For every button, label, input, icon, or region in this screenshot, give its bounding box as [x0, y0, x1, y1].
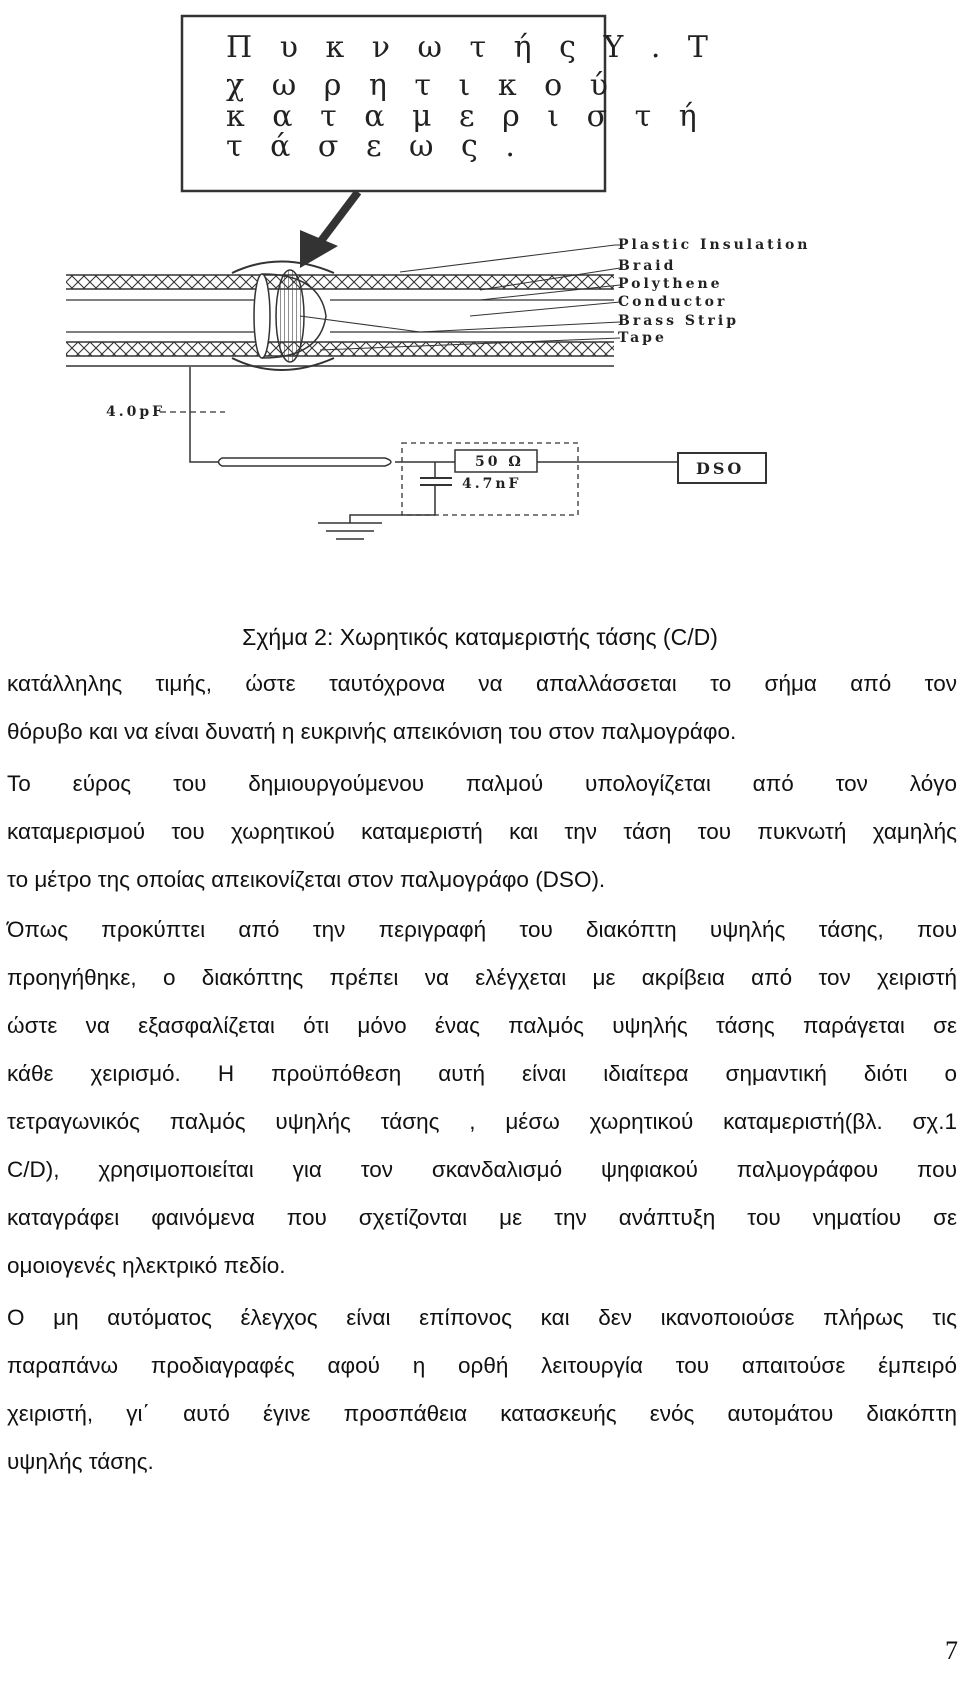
- p3-line-3: ώστε να εξασφαλίζεται ότι μόνο ένας παλμός υψηλής τάσης παράγεται σε: [7, 1013, 957, 1038]
- paragraph-2: [7, 760, 957, 904]
- label-polythene: Polythene: [618, 276, 723, 292]
- capacitor: [420, 478, 452, 485]
- paragraph-3: [7, 906, 957, 1290]
- capacitor-label: 4.7nF: [462, 476, 522, 492]
- title-line-2: χ ω ρ η τ ι κ ο ύ: [226, 68, 617, 103]
- brass-strip: [276, 270, 304, 362]
- label-leaders: [300, 245, 622, 350]
- probe: [219, 458, 392, 466]
- paragraph-4: [7, 1294, 957, 1486]
- title-line-4: τ ά σ ε ω ς .: [226, 129, 524, 164]
- resistor-label: 50 Ω: [475, 454, 524, 470]
- p2-line-1: Το εύρος του δημιουργούμενου παλμού υπολογίζεται από τον λόγο: [7, 771, 957, 796]
- dso-label: DSO: [696, 459, 745, 478]
- p4-line-1: Ο μη αυτόματος έλεγχος είναι επίπονος και δεν ικανοποιούσε πλήρως τις: [7, 1305, 957, 1330]
- p3-line-7: καταγράφει φαινόμενα που σχετίζονται με την ανάπτυξη του νηματίου σε: [7, 1205, 957, 1230]
- p3-line-1: Όπως προκύπτει από την περιγραφή του διακόπτη υψηλής τάσης, που: [7, 917, 957, 942]
- p3-line-8: ομοιογενές ηλεκτρικό πεδίο.: [7, 1253, 286, 1278]
- title-line-3: κ α τ α μ ε ρ ι σ τ ή: [226, 99, 706, 134]
- p4-line-3: χειριστή, γι΄ αυτό έγινε προσπάθεια κατασκευής ενός αυτομάτου διακόπτη: [7, 1401, 957, 1426]
- pointer-arrow-head: [300, 230, 338, 268]
- label-plastic-insulation: Plastic Insulation: [618, 237, 811, 253]
- p3-line-6: C/D), χρησιμοποιείται για τον σκανδαλισμό ψηφιακού παλμογράφου που: [7, 1157, 957, 1182]
- divider-diagram: [60, 10, 920, 600]
- label-conductor: Conductor: [618, 294, 728, 310]
- p4-line-2: παραπάνω προδιαγραφές αφού η ορθή λειτουργία του απαιτούσε έμπειρό: [7, 1353, 957, 1378]
- cable: [66, 262, 614, 371]
- p3-line-2: προηγήθηκε, ο διακόπτης πρέπει να ελέγχεται με ακρίβεια από τον χειριστή: [7, 965, 957, 990]
- title-line-1: Π υ κ ν ω τ ή ς Υ . Τ: [226, 30, 717, 65]
- p1-line-2: θόρυβο και να είναι δυνατή η ευκρινής απεικόνιση του στον παλμογράφο.: [7, 719, 737, 744]
- p3-line-4: κάθε χειρισμό. Η προϋπόθεση αυτή είναι ιδιαίτερα σημαντική διότι ο: [7, 1061, 957, 1086]
- label-brass-strip: Brass Strip: [618, 313, 739, 329]
- capacitive-divider-figure: [60, 10, 920, 600]
- label-tape: Tape: [618, 330, 667, 346]
- paragraph-1: [7, 660, 957, 756]
- page-number: 7: [945, 1636, 958, 1665]
- p2-line-2: καταμερισμού του χωρητικού καταμεριστή και την τάση του πυκνωτή χαμηλής: [7, 819, 957, 844]
- ground-symbol: [318, 523, 382, 539]
- p2-line-3: το μέτρο της οποίας απεικονίζεται στον παλμογράφο (DSO).: [7, 867, 606, 892]
- label-braid: Braid: [618, 258, 677, 274]
- p3-line-5: τετραγωνικός παλμός υψηλής τάσης , μέσω χωρητικού καταμεριστή(βλ. σχ.1: [7, 1109, 957, 1134]
- pointer-arrow-shaft: [318, 192, 358, 245]
- figure-caption: Σχήμα 2: Χωρητικός καταμεριστής τάσης (C/D): [242, 624, 718, 650]
- label-cap-4pf: 4.0pF: [106, 404, 166, 420]
- p1-line-1: κατάλληλης τιμής, ώστε ταυτόχρονα να απαλλάσσεται το σήμα από τον: [7, 671, 957, 696]
- p4-line-4: υψηλής τάσης.: [7, 1449, 154, 1474]
